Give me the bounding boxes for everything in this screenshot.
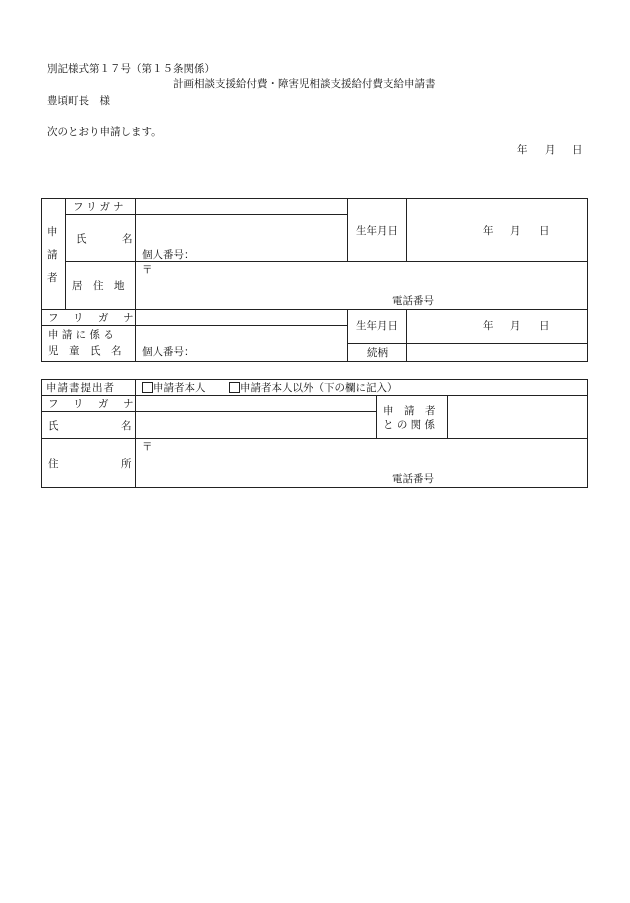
- child-birthdate-field[interactable]: [407, 310, 588, 344]
- applicant-address-label: 居 住 地: [66, 262, 136, 310]
- applicant-table: [41, 198, 588, 362]
- submitter-address-label: 住 所: [42, 439, 136, 488]
- application-date-year[interactable]: 年: [517, 144, 528, 156]
- applicant-address-field[interactable]: [136, 262, 588, 310]
- submitter-options: [136, 380, 588, 396]
- applicant-label-char-3: 者: [47, 272, 58, 284]
- addressee: 豊頃町長 様: [47, 95, 110, 107]
- submitter-address-field[interactable]: [136, 439, 588, 488]
- child-furigana-field[interactable]: [136, 310, 348, 326]
- applicant-birthdate-field[interactable]: [407, 199, 588, 262]
- applicant-birth-year: 年: [483, 225, 494, 237]
- applicant-name-field[interactable]: [136, 215, 348, 262]
- applicant-label-char-2: 請: [47, 249, 58, 261]
- option-self-label[interactable]: 申請者本人: [153, 382, 206, 394]
- applicant-vertical-label: [42, 199, 66, 310]
- applicant-furigana-field[interactable]: [136, 199, 348, 215]
- applicant-postal-mark: 〒: [142, 264, 153, 276]
- child-name-label: 申 請 に 係 る 児 童 氏 名: [42, 326, 136, 362]
- submitter-relation-field[interactable]: [448, 396, 588, 439]
- application-date-day[interactable]: 日: [572, 144, 583, 156]
- child-birth-month: 月: [510, 320, 521, 332]
- child-furigana-label: フ リ ガ ナ: [42, 310, 136, 326]
- option-other-label[interactable]: 申請者本人以外（下の欄に記入）: [240, 382, 398, 394]
- child-name-field[interactable]: [136, 326, 348, 362]
- child-birthdate-label: 生年月日: [348, 310, 407, 344]
- child-relationship-label: 続柄: [348, 344, 407, 362]
- form-number: 別記様式第１７号（第１５条関係）: [47, 63, 215, 75]
- submitter-name-label: 氏 名: [42, 412, 136, 439]
- submitter-label: 申請書提出者: [42, 380, 136, 396]
- applicant-birth-day: 日: [539, 225, 550, 237]
- child-birth-year: 年: [483, 320, 494, 332]
- submitter-relation-label: 申 請 者 と の 関 係: [377, 396, 448, 439]
- applicant-name-label: 氏 名: [66, 215, 136, 262]
- option-self-checkbox[interactable]: [142, 382, 153, 393]
- applicant-personal-number-label: 個人番号：: [142, 249, 195, 261]
- child-relationship-field[interactable]: [407, 344, 588, 362]
- applicant-birthdate-label: 生年月日: [348, 199, 407, 262]
- intro-text: 次のとおり申請します。: [47, 126, 162, 138]
- applicant-phone-label: 電話番号: [392, 295, 434, 307]
- submitter-name-field[interactable]: [136, 412, 377, 439]
- applicant-furigana-label: フリガナ: [66, 199, 136, 215]
- child-personal-number-label: 個人番号：: [142, 346, 195, 358]
- submitter-table: [41, 379, 588, 488]
- applicant-birth-month: 月: [510, 225, 521, 237]
- child-birth-day: 日: [539, 320, 550, 332]
- applicant-label-char-1: 申: [47, 226, 58, 238]
- submitter-furigana-field[interactable]: [136, 396, 377, 412]
- submitter-phone-label: 電話番号: [392, 473, 434, 485]
- option-other-checkbox[interactable]: [229, 382, 240, 393]
- application-date-month[interactable]: 月: [545, 144, 556, 156]
- submitter-furigana-label: フ リ ガ ナ: [42, 396, 136, 412]
- form-title: 計画相談支援給付費・障害児相談支援給付費支給申請書: [173, 78, 436, 90]
- submitter-postal-mark: 〒: [142, 441, 153, 453]
